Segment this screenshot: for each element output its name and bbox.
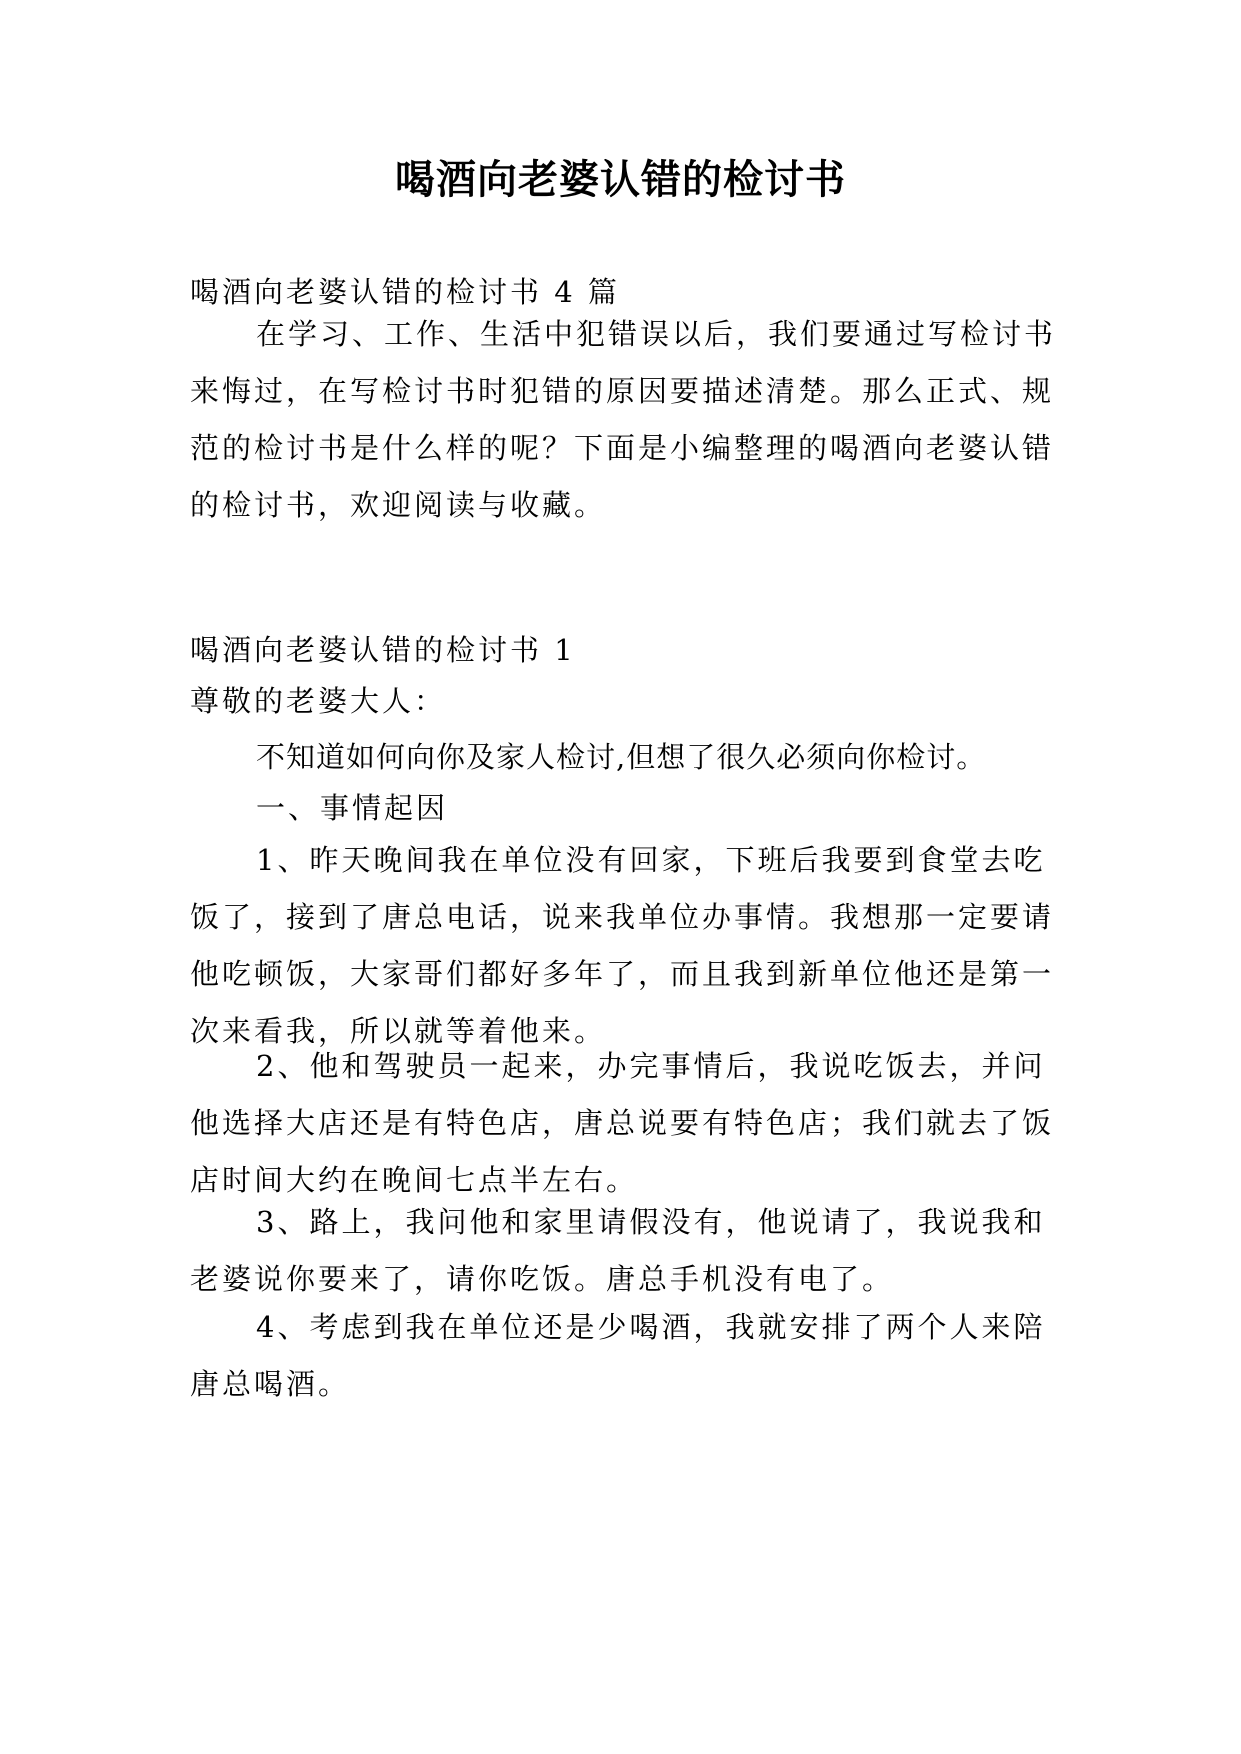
section-heading: 喝酒向老婆认错的检讨书 1 (190, 633, 576, 667)
body-paragraph-4: 2、他和驾驶员一起来，办完事情后，我说吃饭去，并问他选择大店还是有特色店，唐总说要有特色店；我们就去了饭店时间大约在晚间七点半左右。 (190, 1049, 1055, 1197)
body-paragraph-6: 4、考虑到我在单位还是少喝酒，我就安排了两个人来陪唐总喝酒。 (190, 1310, 1046, 1401)
intro-paragraph: 在学习、工作、生活中犯错误以后，我们要通过写检讨书来悔过，在写检讨书时犯错的原因要描述清楚。那么正式、规范的检讨书是什么样的呢？下面是小编整理的喝酒向老婆认错的检讨书，欢迎阅读与收藏。 (190, 317, 1057, 522)
subtitle: 喝酒向老婆认错的检讨书 4 篇 (190, 275, 620, 309)
body-paragraph-1: 不知道如何向你及家人检讨,但想了很久必须向你检讨。 (256, 740, 987, 774)
body-paragraph-5: 3、路上，我问他和家里请假没有，他说请了，我说我和老婆说你要来了，请你吃饭。唐总手机没有电了。 (190, 1205, 1046, 1296)
document-title: 喝酒向老婆认错的检讨书 (395, 156, 846, 203)
salutation: 尊敬的老婆大人： (190, 684, 447, 718)
body-paragraph-3: 1、昨天晚间我在单位没有回家，下班后我要到食堂去吃饭了，接到了唐总电话，说来我单位办事情。我想那一定要请他吃顿饭，大家哥们都好多年了，而且我到新单位他还是第一次来看我，所以就等着他来。 (190, 843, 1055, 1048)
body-paragraph-2: 一、事情起因 (256, 791, 449, 825)
